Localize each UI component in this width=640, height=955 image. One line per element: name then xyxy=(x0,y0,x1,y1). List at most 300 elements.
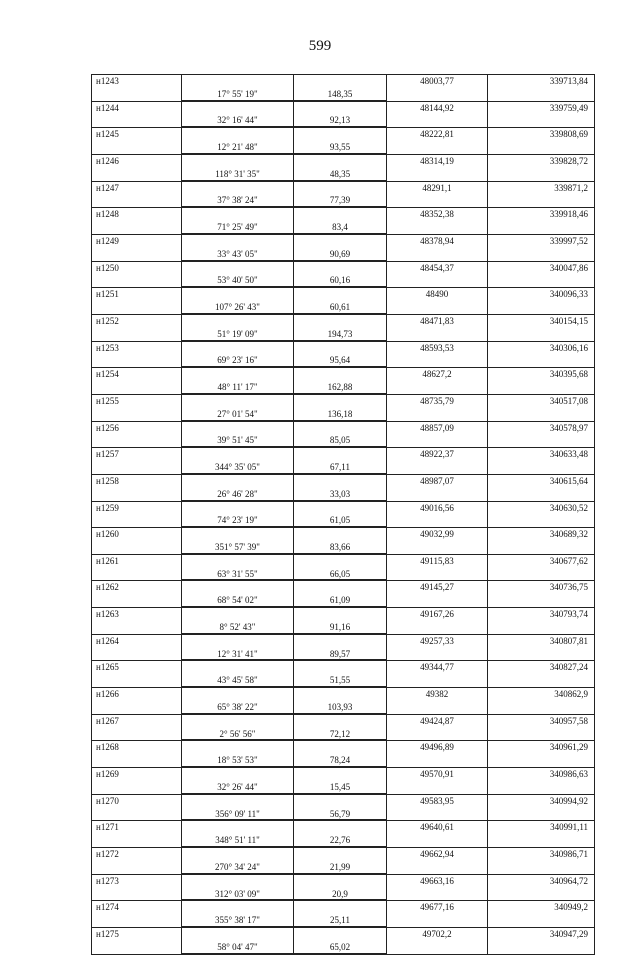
y-coordinate: 340154,15 xyxy=(487,315,595,328)
segment-length: 51,55 xyxy=(293,674,386,687)
point-name: н1244 xyxy=(91,102,181,115)
table-row xyxy=(91,514,595,527)
empty-cell xyxy=(487,701,595,714)
segment-length: 56,79 xyxy=(293,808,386,821)
empty-cell xyxy=(181,821,293,834)
empty-cell xyxy=(386,621,487,634)
empty-cell xyxy=(91,674,181,687)
direction-angle: 356° 09' 11" xyxy=(181,808,293,821)
y-coordinate: 340517,08 xyxy=(487,395,595,408)
empty-cell xyxy=(386,328,487,341)
empty-cell xyxy=(181,741,293,754)
empty-cell xyxy=(181,448,293,461)
empty-cell xyxy=(181,901,293,914)
empty-cell xyxy=(181,528,293,541)
empty-cell xyxy=(293,288,386,301)
empty-cell xyxy=(91,568,181,581)
direction-angle: 71° 25' 49" xyxy=(181,221,293,234)
segment-length: 194,73 xyxy=(293,328,386,341)
direction-angle: 53° 40' 50" xyxy=(181,274,293,287)
empty-cell xyxy=(181,368,293,381)
x-coordinate: 49145,27 xyxy=(386,581,487,594)
empty-cell xyxy=(386,541,487,554)
empty-cell xyxy=(386,808,487,821)
y-coordinate: 339759,49 xyxy=(487,102,595,115)
empty-cell xyxy=(91,728,181,741)
segment-length: 20,9 xyxy=(293,888,386,901)
empty-cell xyxy=(293,235,386,248)
table-row xyxy=(91,381,595,394)
direction-angle: 12° 21' 48" xyxy=(181,141,293,154)
direction-angle: 33° 43' 05" xyxy=(181,248,293,261)
table-row xyxy=(91,941,595,954)
y-coordinate: 340986,63 xyxy=(487,768,595,781)
empty-cell xyxy=(293,741,386,754)
empty-cell xyxy=(181,208,293,221)
table-row xyxy=(91,154,595,168)
table-row xyxy=(91,127,595,141)
x-coordinate: 49016,56 xyxy=(386,502,487,515)
table-row xyxy=(91,261,595,275)
y-coordinate: 340395,68 xyxy=(487,368,595,381)
empty-cell xyxy=(181,422,293,435)
empty-cell xyxy=(293,635,386,648)
table-row xyxy=(91,421,595,435)
segment-length: 65,02 xyxy=(293,941,386,954)
x-coordinate: 49702,2 xyxy=(386,928,487,941)
direction-angle: 32° 16' 44" xyxy=(181,114,293,127)
direction-angle: 69° 23' 16" xyxy=(181,354,293,367)
segment-length: 95,64 xyxy=(293,354,386,367)
table-row xyxy=(91,354,595,367)
point-name: н1275 xyxy=(91,928,181,941)
x-coordinate: 49344,77 xyxy=(386,661,487,674)
table-row xyxy=(91,740,595,754)
direction-angle: 39° 51' 45" xyxy=(181,434,293,447)
table-row xyxy=(91,527,595,541)
y-coordinate: 340862,9 xyxy=(487,688,595,701)
segment-length: 22,76 xyxy=(293,834,386,847)
table-row xyxy=(91,341,595,355)
point-name: н1273 xyxy=(91,875,181,888)
segment-length: 136,18 xyxy=(293,408,386,421)
x-coordinate: 49257,33 xyxy=(386,635,487,648)
y-coordinate: 339918,46 xyxy=(487,208,595,221)
segment-length: 83,4 xyxy=(293,221,386,234)
direction-angle: 12° 31' 41" xyxy=(181,648,293,661)
table-row xyxy=(91,767,595,781)
point-name: н1262 xyxy=(91,581,181,594)
empty-cell xyxy=(487,834,595,847)
x-coordinate: 48222,81 xyxy=(386,128,487,141)
y-coordinate: 339713,84 xyxy=(487,75,595,88)
x-coordinate: 48593,53 xyxy=(386,342,487,355)
y-coordinate: 340736,75 xyxy=(487,581,595,594)
table-row xyxy=(91,594,595,607)
empty-cell xyxy=(487,141,595,154)
empty-cell xyxy=(293,848,386,861)
empty-cell xyxy=(487,514,595,527)
y-coordinate: 339808,69 xyxy=(487,128,595,141)
empty-cell xyxy=(293,315,386,328)
empty-cell xyxy=(91,914,181,927)
x-coordinate: 48314,19 xyxy=(386,155,487,168)
empty-cell xyxy=(91,274,181,287)
empty-cell xyxy=(487,328,595,341)
point-name: н1243 xyxy=(91,75,181,88)
empty-cell xyxy=(487,621,595,634)
empty-cell xyxy=(181,661,293,674)
empty-cell xyxy=(487,274,595,287)
y-coordinate: 340677,62 xyxy=(487,555,595,568)
point-name: н1267 xyxy=(91,715,181,728)
empty-cell xyxy=(91,754,181,767)
y-coordinate: 340807,81 xyxy=(487,635,595,648)
table-row xyxy=(91,408,595,421)
table-row xyxy=(91,687,595,701)
y-coordinate: 340306,16 xyxy=(487,342,595,355)
table-row xyxy=(91,74,595,88)
table-row xyxy=(91,580,595,594)
direction-angle: 312° 03' 09" xyxy=(181,888,293,901)
table-row xyxy=(91,328,595,341)
empty-cell xyxy=(181,475,293,488)
empty-cell xyxy=(487,781,595,794)
segment-length: 25,11 xyxy=(293,914,386,927)
empty-cell xyxy=(487,541,595,554)
empty-cell xyxy=(487,941,595,954)
table-row xyxy=(91,287,595,301)
empty-cell xyxy=(386,754,487,767)
point-name: н1265 xyxy=(91,661,181,674)
empty-cell xyxy=(293,208,386,221)
x-coordinate: 49677,16 xyxy=(386,901,487,914)
table-row xyxy=(91,888,595,901)
empty-cell xyxy=(181,128,293,141)
point-name: н1252 xyxy=(91,315,181,328)
empty-cell xyxy=(487,488,595,501)
empty-cell xyxy=(487,168,595,181)
direction-angle: 37° 38' 24" xyxy=(181,194,293,207)
table-row xyxy=(91,168,595,181)
point-name: н1258 xyxy=(91,475,181,488)
empty-cell xyxy=(386,274,487,287)
segment-length: 93,55 xyxy=(293,141,386,154)
empty-cell xyxy=(293,608,386,621)
segment-length: 162,88 xyxy=(293,381,386,394)
segment-length: 60,16 xyxy=(293,274,386,287)
empty-cell xyxy=(386,674,487,687)
table-row xyxy=(91,847,595,861)
table-row xyxy=(91,714,595,728)
table-row xyxy=(91,274,595,287)
table-row xyxy=(91,367,595,381)
y-coordinate: 340964,72 xyxy=(487,875,595,888)
table-row xyxy=(91,794,595,808)
segment-length: 61,05 xyxy=(293,514,386,527)
empty-cell xyxy=(293,661,386,674)
y-coordinate: 340615,64 xyxy=(487,475,595,488)
y-coordinate: 340630,52 xyxy=(487,502,595,515)
x-coordinate: 49663,16 xyxy=(386,875,487,888)
x-coordinate: 48987,07 xyxy=(386,475,487,488)
empty-cell xyxy=(386,381,487,394)
y-coordinate: 340957,58 xyxy=(487,715,595,728)
x-coordinate: 48352,38 xyxy=(386,208,487,221)
empty-cell xyxy=(293,75,386,88)
segment-length: 15,45 xyxy=(293,781,386,794)
table-row xyxy=(91,701,595,714)
empty-cell xyxy=(91,408,181,421)
y-coordinate: 340096,33 xyxy=(487,288,595,301)
table-row xyxy=(91,114,595,127)
empty-cell xyxy=(91,594,181,607)
table-row xyxy=(91,728,595,741)
empty-cell xyxy=(386,354,487,367)
empty-cell xyxy=(293,182,386,195)
empty-cell xyxy=(181,182,293,195)
point-name: н1264 xyxy=(91,635,181,648)
empty-cell xyxy=(91,461,181,474)
x-coordinate: 48922,37 xyxy=(386,448,487,461)
point-name: н1261 xyxy=(91,555,181,568)
empty-cell xyxy=(181,848,293,861)
empty-cell xyxy=(386,408,487,421)
empty-cell xyxy=(181,75,293,88)
segment-length: 91,16 xyxy=(293,621,386,634)
empty-cell xyxy=(91,114,181,127)
empty-cell xyxy=(91,648,181,661)
x-coordinate: 48144,92 xyxy=(386,102,487,115)
table-row xyxy=(91,554,595,568)
direction-angle: 2° 56' 56" xyxy=(181,728,293,741)
coordinates-table xyxy=(91,74,595,955)
empty-cell xyxy=(487,754,595,767)
point-name: н1263 xyxy=(91,608,181,621)
empty-cell xyxy=(487,648,595,661)
empty-cell xyxy=(487,221,595,234)
empty-cell xyxy=(91,141,181,154)
empty-cell xyxy=(91,488,181,501)
empty-cell xyxy=(293,768,386,781)
x-coordinate: 48627,2 xyxy=(386,368,487,381)
y-coordinate: 339997,52 xyxy=(487,235,595,248)
table-row xyxy=(91,660,595,674)
point-name: н1266 xyxy=(91,688,181,701)
empty-cell xyxy=(181,502,293,515)
empty-cell xyxy=(293,262,386,275)
direction-angle: 344° 35' 05" xyxy=(181,461,293,474)
empty-cell xyxy=(386,434,487,447)
table-row xyxy=(91,488,595,501)
segment-length: 66,05 xyxy=(293,568,386,581)
empty-cell xyxy=(181,635,293,648)
direction-angle: 32° 26' 44" xyxy=(181,781,293,794)
point-name: н1248 xyxy=(91,208,181,221)
y-coordinate: 340689,32 xyxy=(487,528,595,541)
direction-angle: 63° 31' 55" xyxy=(181,568,293,581)
table-row xyxy=(91,914,595,927)
table-row xyxy=(91,568,595,581)
empty-cell xyxy=(386,568,487,581)
empty-cell xyxy=(487,381,595,394)
empty-cell xyxy=(487,674,595,687)
y-coordinate: 339828,72 xyxy=(487,155,595,168)
empty-cell xyxy=(386,781,487,794)
empty-cell xyxy=(181,715,293,728)
empty-cell xyxy=(487,434,595,447)
table-row xyxy=(91,447,595,461)
empty-cell xyxy=(293,342,386,355)
segment-length: 61,09 xyxy=(293,594,386,607)
direction-angle: 18° 53' 53" xyxy=(181,754,293,767)
point-name: н1245 xyxy=(91,128,181,141)
empty-cell xyxy=(487,568,595,581)
empty-cell xyxy=(91,621,181,634)
table-row xyxy=(91,927,595,941)
empty-cell xyxy=(181,102,293,115)
x-coordinate: 48291,1 xyxy=(386,182,487,195)
table-row xyxy=(91,221,595,234)
empty-cell xyxy=(487,728,595,741)
table-row xyxy=(91,194,595,207)
segment-length: 21,99 xyxy=(293,861,386,874)
point-name: н1274 xyxy=(91,901,181,914)
table-row xyxy=(91,301,595,314)
direction-angle: 51° 19' 09" xyxy=(181,328,293,341)
point-name: н1257 xyxy=(91,448,181,461)
segment-length: 67,11 xyxy=(293,461,386,474)
table-row xyxy=(91,434,595,447)
x-coordinate: 49382 xyxy=(386,688,487,701)
empty-cell xyxy=(487,808,595,821)
table-row xyxy=(91,874,595,888)
x-coordinate: 48735,79 xyxy=(386,395,487,408)
empty-cell xyxy=(386,861,487,874)
empty-cell xyxy=(386,648,487,661)
empty-cell xyxy=(386,461,487,474)
empty-cell xyxy=(386,701,487,714)
empty-cell xyxy=(293,928,386,941)
table-row xyxy=(91,607,595,621)
empty-cell xyxy=(293,795,386,808)
y-coordinate: 340986,71 xyxy=(487,848,595,861)
table-row xyxy=(91,141,595,154)
empty-cell xyxy=(487,461,595,474)
empty-cell xyxy=(386,594,487,607)
point-name: н1268 xyxy=(91,741,181,754)
point-name: н1272 xyxy=(91,848,181,861)
point-name: н1259 xyxy=(91,502,181,515)
empty-cell xyxy=(386,941,487,954)
empty-cell xyxy=(91,248,181,261)
page-number: 599 xyxy=(308,38,332,54)
empty-cell xyxy=(293,448,386,461)
empty-cell xyxy=(386,301,487,314)
x-coordinate: 49496,89 xyxy=(386,741,487,754)
empty-cell xyxy=(91,328,181,341)
segment-length: 83,66 xyxy=(293,541,386,554)
empty-cell xyxy=(91,834,181,847)
direction-angle: 58° 04' 47" xyxy=(181,941,293,954)
segment-length: 89,57 xyxy=(293,648,386,661)
empty-cell xyxy=(386,514,487,527)
x-coordinate: 49662,94 xyxy=(386,848,487,861)
point-name: н1246 xyxy=(91,155,181,168)
point-name: н1256 xyxy=(91,422,181,435)
empty-cell xyxy=(293,555,386,568)
empty-cell xyxy=(181,795,293,808)
empty-cell xyxy=(181,342,293,355)
segment-length: 48,35 xyxy=(293,168,386,181)
y-coordinate: 340947,29 xyxy=(487,928,595,941)
segment-length: 92,13 xyxy=(293,114,386,127)
empty-cell xyxy=(293,581,386,594)
direction-angle: 48° 11' 17" xyxy=(181,381,293,394)
empty-cell xyxy=(181,315,293,328)
table-row xyxy=(91,808,595,821)
empty-cell xyxy=(91,808,181,821)
y-coordinate: 340991,11 xyxy=(487,821,595,834)
empty-cell xyxy=(181,155,293,168)
empty-cell xyxy=(293,395,386,408)
x-coordinate: 49570,91 xyxy=(386,768,487,781)
table-row xyxy=(91,541,595,554)
empty-cell xyxy=(91,781,181,794)
table-row xyxy=(91,207,595,221)
table-row xyxy=(91,234,595,248)
direction-angle: 27° 01' 54" xyxy=(181,408,293,421)
table-row xyxy=(91,754,595,767)
x-coordinate: 49640,61 xyxy=(386,821,487,834)
empty-cell xyxy=(91,888,181,901)
point-name: н1255 xyxy=(91,395,181,408)
empty-cell xyxy=(91,541,181,554)
empty-cell xyxy=(487,861,595,874)
empty-cell xyxy=(386,728,487,741)
empty-cell xyxy=(293,128,386,141)
direction-angle: 17° 55' 19" xyxy=(181,88,293,101)
x-coordinate: 48003,77 xyxy=(386,75,487,88)
empty-cell xyxy=(386,221,487,234)
point-name: н1269 xyxy=(91,768,181,781)
direction-angle: 118° 31' 35" xyxy=(181,168,293,181)
empty-cell xyxy=(293,422,386,435)
y-coordinate: 340793,74 xyxy=(487,608,595,621)
empty-cell xyxy=(181,875,293,888)
x-coordinate: 48471,83 xyxy=(386,315,487,328)
y-coordinate: 339871,2 xyxy=(487,182,595,195)
empty-cell xyxy=(181,235,293,248)
empty-cell xyxy=(181,288,293,301)
empty-cell xyxy=(91,168,181,181)
empty-cell xyxy=(91,194,181,207)
point-name: н1254 xyxy=(91,368,181,381)
empty-cell xyxy=(181,555,293,568)
segment-length: 60,61 xyxy=(293,301,386,314)
direction-angle: 348° 51' 11" xyxy=(181,834,293,847)
empty-cell xyxy=(91,701,181,714)
x-coordinate: 49424,87 xyxy=(386,715,487,728)
table-row xyxy=(91,900,595,914)
table-row xyxy=(91,101,595,115)
segment-length: 78,24 xyxy=(293,754,386,767)
table-row xyxy=(91,621,595,634)
y-coordinate: 340994,92 xyxy=(487,795,595,808)
empty-cell xyxy=(91,861,181,874)
empty-cell xyxy=(386,248,487,261)
empty-cell xyxy=(181,768,293,781)
